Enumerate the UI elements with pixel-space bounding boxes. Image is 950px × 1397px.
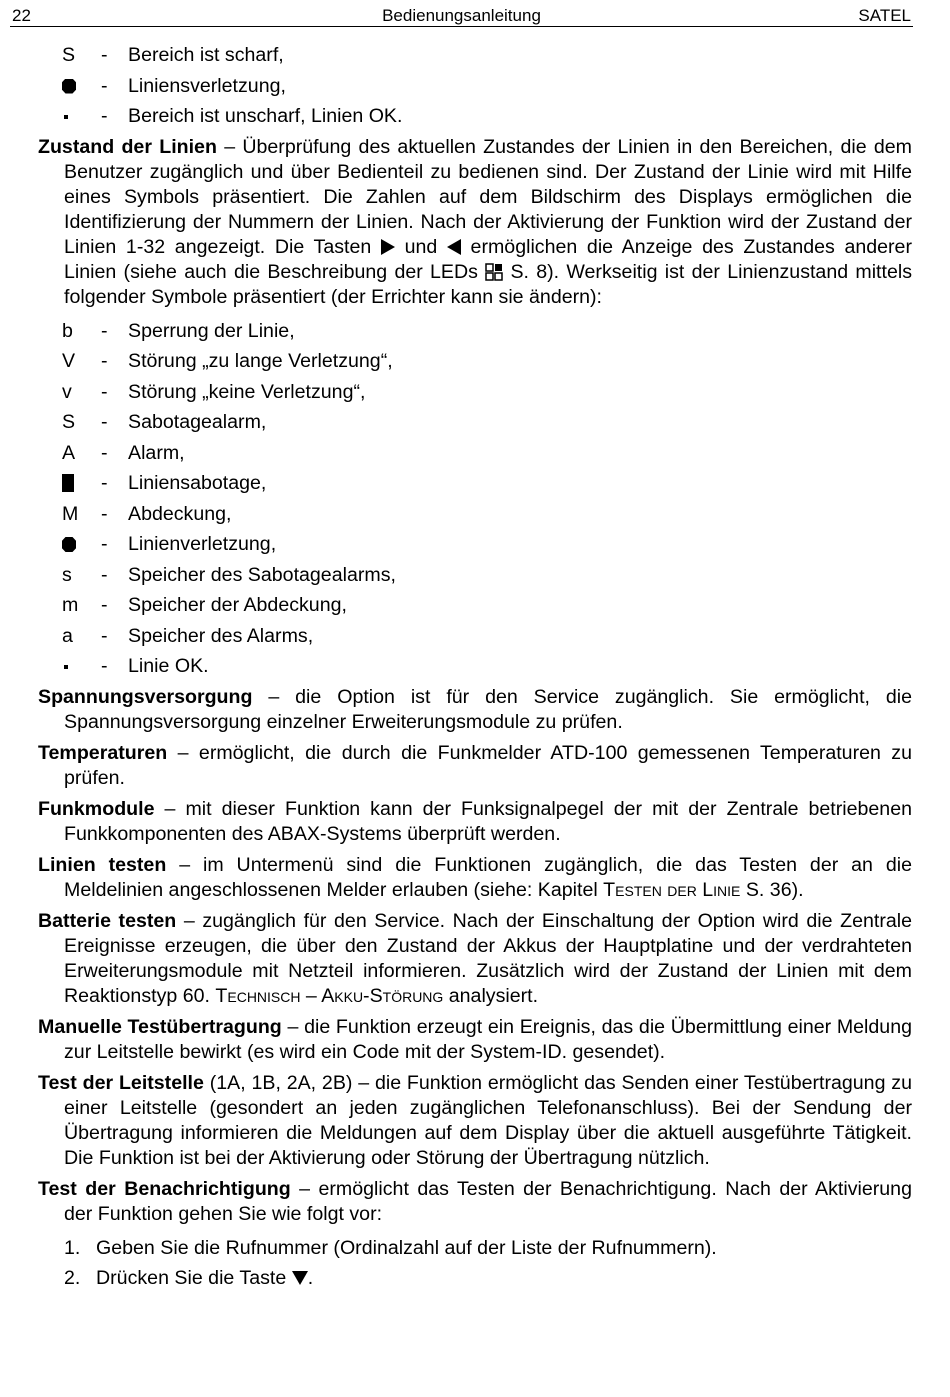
- symbol-code: S: [62, 411, 76, 433]
- header-title: Bedienungsanleitung: [382, 6, 541, 25]
- symbol-row: [38, 468, 912, 499]
- term: Test der Leitstelle: [38, 1071, 204, 1094]
- text: – im Untermenü sind die Funktionen zugänglich, die das Testen der an die Meldelinien angeschlossenen Melder erlauben (siehe: Kapitel: [64, 853, 912, 901]
- page-header: [10, 4, 913, 27]
- symbol-code: [62, 71, 92, 102]
- symbol-code: V: [62, 350, 76, 372]
- symbol-row: [38, 560, 912, 591]
- symbol-desc: Linienverletzung,: [128, 533, 277, 555]
- symbol-row: [38, 377, 912, 408]
- symbol-row: [38, 438, 912, 469]
- dash: -: [101, 380, 108, 403]
- solid-block-icon: [62, 474, 74, 492]
- dash: -: [101, 655, 108, 677]
- term: Manuelle Testübertragung: [38, 1015, 282, 1038]
- step-number: 2.: [64, 1267, 81, 1289]
- symbol-code: [62, 468, 92, 499]
- reaction-type-reference: Technisch – Akku-Störung: [215, 984, 444, 1007]
- symbol-row: [38, 346, 912, 377]
- text: ermöglichen die Anzeige des Zustandes anderer Linien (siehe auch die Beschreibung der LEDs: [64, 235, 912, 283]
- temperaturen-paragraph: [38, 741, 912, 791]
- text: – Überprüfung des aktuellen Zustandes der Linien in den Bereichen, die dem Benutzer zugänglich und über Bedienteil zu bedienen sind. Der Zustand der Linie wird mit Hilfe eines Symbols präsentiert. Die Zahlen auf dem Bildschirm des Displays ermöglichen die Identifizierung der Nummern der Linien. Nach der Aktivierung der Funktion wird der Zustand der Linien 1-32 angezeigt. Die Tasten: [64, 135, 912, 258]
- dash: -: [101, 563, 108, 586]
- step-number: 1.: [64, 1236, 81, 1259]
- arrow-right-icon: [381, 239, 395, 255]
- term: Spannungsversorgung: [38, 685, 253, 708]
- document-body: [38, 40, 912, 1294]
- arrow-down-icon: [292, 1271, 308, 1285]
- term: Funkmodule: [38, 797, 155, 820]
- dash: -: [101, 502, 108, 525]
- steps-list: [38, 1233, 912, 1294]
- symbol-desc: Liniensverletzung,: [128, 74, 286, 97]
- symbol-desc: Störung „zu lange Verletzung“,: [128, 350, 393, 372]
- dash: -: [101, 533, 108, 555]
- symbol-row: [38, 651, 912, 682]
- term: Linien testen: [38, 853, 167, 876]
- symbol-desc: Linie OK.: [128, 655, 209, 677]
- dash: -: [101, 594, 108, 616]
- symbol-desc: Sperrung der Linie,: [128, 319, 295, 342]
- step-text-end: .: [307, 1267, 314, 1289]
- symbol-row: [38, 590, 912, 621]
- page-number: 22: [12, 6, 31, 25]
- symbol-code: m: [62, 594, 79, 616]
- text: – mit dieser Funktion kann der Funksignalpegel der mit der Zentrale betriebenen Funkkomponenten des ABAX-Systems überprüft werden.: [64, 797, 912, 845]
- dash: -: [101, 319, 108, 342]
- header-brand: SATEL: [858, 6, 911, 25]
- symbol-desc: Liniensabotage,: [128, 472, 267, 494]
- symbol-desc: Bereich ist scharf,: [128, 44, 284, 66]
- text: – die Option ist für den Service zugänglich. Sie ermöglicht, die Spannungsversorgung einzelner Erweiterungsmodule zu prüfen.: [64, 685, 912, 733]
- step-text: Geben Sie die Rufnummer (Ordinalzahl auf der Liste der Rufnummern).: [96, 1236, 717, 1259]
- dash: -: [101, 441, 108, 464]
- benachrichtigung-paragraph: [38, 1177, 912, 1227]
- text: und: [394, 235, 447, 258]
- step-item: [38, 1263, 912, 1294]
- zustand-paragraph: [38, 135, 912, 310]
- dash: -: [101, 44, 108, 66]
- batterie-paragraph: [38, 909, 912, 1009]
- term: Temperaturen: [38, 741, 168, 764]
- symbol-row: [38, 71, 912, 102]
- symbol-desc: Alarm,: [128, 441, 185, 464]
- linien-testen-paragraph: [38, 853, 912, 903]
- violation-blob-icon: [62, 537, 76, 552]
- dash: -: [101, 105, 108, 127]
- symbol-code: [62, 101, 92, 132]
- symbol-code: b: [62, 319, 73, 342]
- symbol-row: [38, 316, 912, 347]
- symbol-desc: Sabotagealarm,: [128, 411, 267, 433]
- symbol-desc: Störung „keine Verletzung“,: [128, 380, 366, 403]
- text: – ermöglicht, die durch die Funkmelder ATD-100 gemessenen Temperaturen zu prüfen.: [64, 741, 912, 789]
- text: – zugänglich für den Service. Nach der Einschaltung der Option wird die Zentrale Ereignisse erzeugen, die über den Zustand der Akkus der Hauptplatine und der verdrahteten Erweiterungsmodule mit Netzteil informieren. Zusätzlich wird der Zustand der Linien mit dem Reaktionstyp 60.: [64, 909, 912, 1007]
- leitstelle-paragraph: [38, 1071, 912, 1171]
- term: Batterie testen: [38, 909, 177, 932]
- symbol-row: [38, 40, 912, 71]
- dash: -: [101, 624, 108, 647]
- spannung-paragraph: [38, 685, 912, 735]
- symbol-desc: Speicher des Alarms,: [128, 624, 314, 647]
- area-symbol-list: [38, 40, 912, 132]
- symbol-code: [62, 529, 92, 560]
- manuelle-paragraph: [38, 1015, 912, 1065]
- dash: -: [101, 350, 108, 372]
- text: – die Funktion erzeugt ein Ereignis, das die Übermittlung einer Meldung zur Leitstelle bewirkt (es wird ein Code mit der System-ID. gesendet).: [64, 1015, 912, 1063]
- symbol-code: S: [62, 44, 76, 66]
- arrow-left-icon: [447, 239, 461, 255]
- dash: -: [101, 472, 108, 494]
- dash: -: [101, 74, 108, 97]
- symbol-desc: Bereich ist unscharf, Linien OK.: [128, 105, 403, 127]
- symbol-desc: Speicher der Abdeckung,: [128, 594, 347, 616]
- symbol-code: v: [62, 380, 72, 403]
- violation-blob-icon: [62, 79, 76, 94]
- step-text: Drücken Sie die Taste: [96, 1267, 292, 1289]
- text: (1A, 1B, 2A, 2B) – die Funktion ermöglicht das Senden einer Testübertragung zu einer Leitstelle (gesondert an jeden zugänglichen Telefonanschluss). Bei der Sendung der Übertragung informieren die Meldungen auf dem Display über die aktuell ausgeführte Tätigkeit. Die Funktion ist bei der Aktivierung oder Störung der Übertragung nützlich.: [64, 1071, 912, 1169]
- step-text-wrapper: [96, 1263, 313, 1294]
- symbol-code: a: [62, 624, 73, 647]
- symbol-row: [38, 621, 912, 652]
- text: S. 36).: [740, 878, 804, 901]
- term: Test der Benachrichtigung: [38, 1177, 291, 1200]
- text: S. 8). Werkseitig ist der Linienzustand mittels folgender Symbole präsentiert (der Errichter kann sie ändern):: [64, 260, 912, 308]
- symbol-row: [38, 407, 912, 438]
- symbol-row: [38, 101, 912, 132]
- dash: -: [101, 411, 108, 433]
- dot-icon: [64, 665, 68, 669]
- symbol-code: A: [62, 441, 76, 464]
- text: analysiert.: [443, 984, 539, 1007]
- funkmodule-paragraph: [38, 797, 912, 847]
- led-grid-icon: [485, 263, 503, 281]
- symbol-desc: Abdeckung,: [128, 502, 232, 525]
- chapter-reference: Testen der Linie: [603, 878, 741, 901]
- dot-icon: [64, 115, 68, 119]
- symbol-desc: Speicher des Sabotagealarms,: [128, 563, 396, 586]
- symbol-row: [38, 499, 912, 530]
- symbol-code: M: [62, 502, 79, 525]
- symbol-row: [38, 529, 912, 560]
- symbol-code: [62, 651, 92, 682]
- step-item: [38, 1233, 912, 1264]
- symbol-code: s: [62, 563, 72, 586]
- line-symbol-list: [38, 316, 912, 682]
- term: Zustand der Linien: [38, 135, 217, 158]
- text: – ermöglicht das Testen der Benachrichtigung. Nach der Aktivierung der Funktion gehen Sie wie folgt vor:: [64, 1177, 912, 1225]
